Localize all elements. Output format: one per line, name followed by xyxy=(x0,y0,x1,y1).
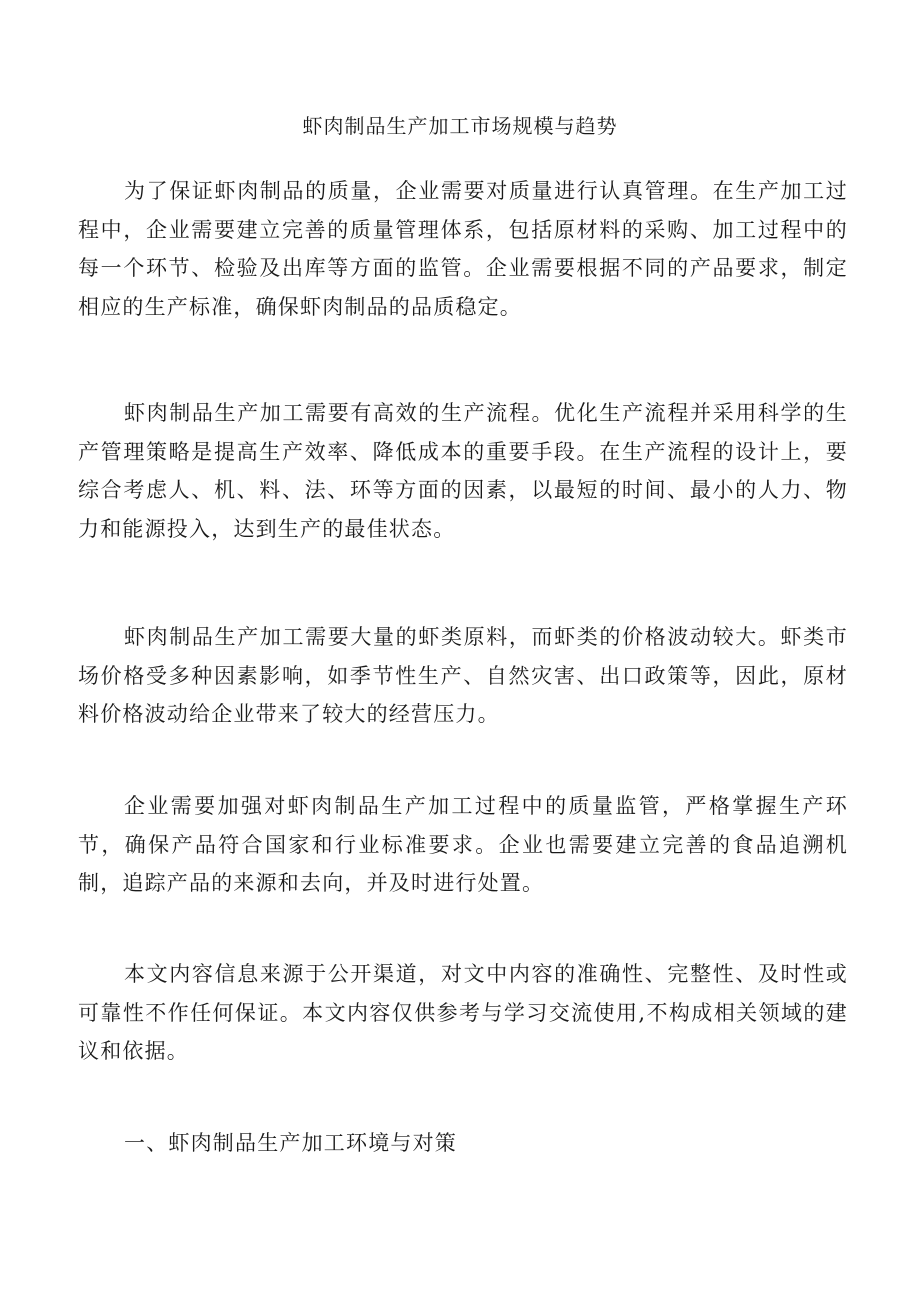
paragraph-quality-supervision: 企业需要加强对虾肉制品生产加工过程中的质量监管，严格掌握生产环节，确保产品符合国家和行业标准要求。企业也需要建立完善的食品追溯机制，追踪产品的来源和去向，并及时进行处置。 xyxy=(78,794,848,895)
document-title: 虾肉制品生产加工市场规模与趋势 xyxy=(302,114,618,138)
section-heading: 一、虾肉制品生产加工环境与对策 xyxy=(124,1131,457,1155)
paragraph-disclaimer: 本文内容信息来源于公开渠道，对文中内容的准确性、完整性、及时性或可靠性不作任何保证。本文内容仅供参考与学习交流使用,不构成相关领域的建议和依据。 xyxy=(78,962,848,1063)
paragraph-quality-management: 为了保证虾肉制品的质量，企业需要对质量进行认真管理。在生产加工过程中，企业需要建立完善的质量管理体系，包括原材料的采购、加工过程中的每一个环节、检验及出库等方面的监管。企业需要根据不同的产品要求，制定相应的生产标准，确保虾肉制品的品质稳定。 xyxy=(78,179,848,319)
paragraph-production-process: 虾肉制品生产加工需要有高效的生产流程。优化生产流程并采用科学的生产管理策略是提高生产效率、降低成本的重要手段。在生产流程的设计上，要综合考虑人、机、料、法、环等方面的因素，以最短的时间、最小的人力、物力和能源投入，达到生产的最佳状态。 xyxy=(78,401,848,541)
paragraph-raw-material-prices: 虾肉制品生产加工需要大量的虾类原料，而虾类的价格波动较大。虾类市场价格受多种因素影响，如季节性生产、自然灾害、出口政策等，因此，原材料价格波动给企业带来了较大的经营压力。 xyxy=(78,625,848,726)
